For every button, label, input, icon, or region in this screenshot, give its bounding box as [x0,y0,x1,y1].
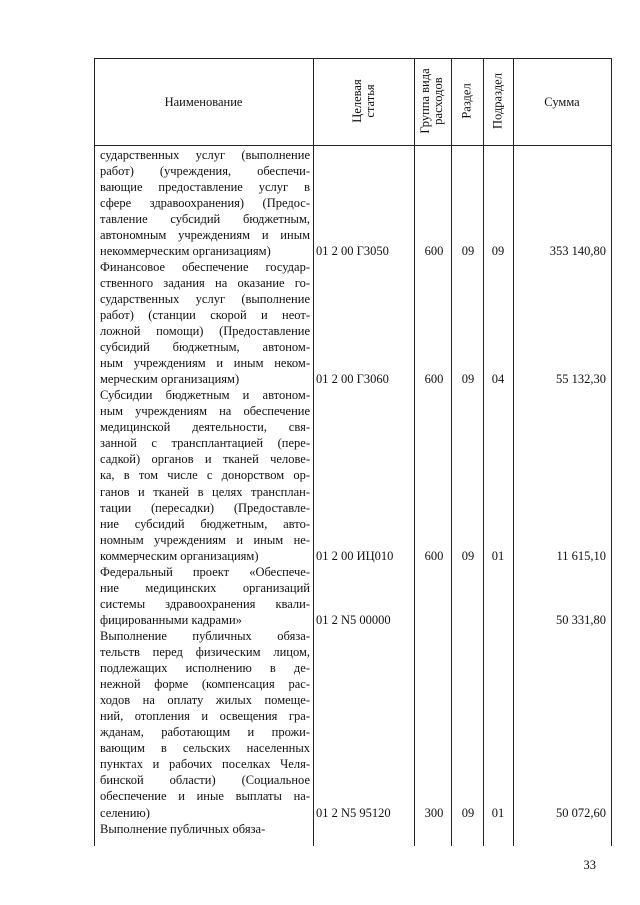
col-rule-target [414,58,415,846]
row-name-line: Федеральный проект «Обеспече- [100,564,310,579]
row-name-line: работ) (станции скорой и неот- [100,307,310,322]
row-name [100,147,310,259]
row-name-line: тации (пересадки) (Предоставле- [100,500,310,515]
row-name-line: сфере здравоохранения) (Предос- [100,195,310,210]
row-sum: 50 331,80 [556,612,606,627]
row-section: 09 [461,243,475,258]
row-group: 600 [424,548,444,563]
row-target-code: 01 2 N5 00000 [316,612,391,627]
row-name-line: жданам, работающим и прожи- [100,725,310,740]
row-name-line: садкой) органов и тканей челове- [100,452,310,467]
row-name-line: селению) [100,805,150,820]
row-name-line: сударственных услуг (выполнение [100,291,310,306]
row-name-line: ложной помощи) (Предоставление [100,324,310,339]
header-name: Наименование [164,95,243,109]
row-name-line: ние субсидий бюджетным, авто- [100,516,310,531]
row-name-line: ственного задания на оказание го- [100,275,310,290]
row-name [100,821,310,837]
col-rule-subsection [513,58,514,846]
row-name-line: Субсидии бюджетным и автоном- [100,388,310,403]
row-target-code: 01 2 00 ИЦ010 [316,548,394,563]
row-name-line: Выполнение публичных обяза- [100,629,310,643]
row-name-line: медицинской деятельности, свя- [100,420,310,435]
row-name [100,387,310,564]
row-name-line: Выполнение публичных обяза- [100,821,266,836]
row-subsection: 01 [491,548,505,563]
row-name [100,564,310,628]
row-name-line: вающие предоставление услуг в [100,179,310,194]
row-sum: 55 132,30 [556,372,606,387]
col-rule-group [451,58,452,846]
row-name-line: мерческим организациям) [100,372,240,387]
row-sum: 50 072,60 [556,805,606,820]
row-name-line: нежной форме (компенсация рас- [100,677,310,692]
row-sum: 11 615,10 [556,548,606,563]
table-top-rule [94,58,612,59]
col-rule-section [483,58,484,846]
row-target-code: 01 2 N5 95120 [316,805,391,820]
row-name-line: автономным учреждениям и иным [100,227,310,242]
header-sum: Сумма [544,95,580,109]
row-name-line: тельств перед физическим лицом, [100,645,310,660]
row-subsection: 09 [491,243,505,258]
row-name-line: подлежащих исполнению в де- [100,661,310,676]
row-name-line: занной с трансплантацией (пере- [100,436,310,451]
header-target: Целевая статья [350,79,377,123]
col-rule-name [313,58,314,846]
row-name-line: Финансовое обеспечение государ- [100,259,310,274]
row-name-line: ний, отопления и освещения гра- [100,709,310,724]
row-name-line: тавление субсидий бюджетным, [100,211,310,226]
row-section: 09 [461,805,475,820]
row-name-line: ходов на оплату жилых помеще- [100,693,310,708]
row-section: 09 [461,548,475,563]
row-name-line: ным учреждениям и иным неком- [100,356,310,371]
row-subsection: 01 [491,805,505,820]
row-name-line: коммерческим организациям) [100,548,259,563]
row-sum: 353 140,80 [549,243,606,258]
row-group: 600 [424,372,444,387]
row-name-line: системы здравоохранения квали- [100,596,310,611]
row-name-line: сударственных услуг (выполнение [100,147,310,162]
col-rule-right [611,58,612,846]
row-name-line: номным учреждениям и иным не- [100,532,310,547]
row-name-line: субсидий бюджетным, автоном- [100,340,310,355]
row-group: 300 [424,805,444,820]
row-name [100,628,310,821]
row-name-line: ганов и тканей в целях трансплан- [100,484,310,499]
row-name [100,259,310,387]
header-subsection: Подраздел [490,73,505,129]
row-section: 09 [461,372,475,387]
row-name-line: ка, в том числе с донорством ор- [100,468,310,483]
header-section: Раздел [459,83,474,119]
row-group: 600 [424,243,444,258]
row-name-line: ние медицинских организаций [100,580,310,595]
row-target-code: 01 2 00 Г3060 [316,372,389,387]
row-name-line: работ) (учреждения, обеспечи- [100,163,310,178]
col-rule-left [94,58,95,846]
row-name-line: вающим в сельских населенных [100,741,310,756]
row-name-line: фицированными кадрами» [100,612,242,627]
row-name-line: пунктах и рабочих поселках Челя- [100,757,310,772]
row-name-line: некоммерческим организациям) [100,243,271,258]
row-target-code: 01 2 00 Г3050 [316,243,389,258]
row-name-line: ным учреждениям на обеспечение [100,404,310,419]
page-number: 33 [583,858,596,872]
row-name-line: бинской области) (Социальное [100,773,310,788]
header-group: Группа вида расходов [418,68,445,134]
row-subsection: 04 [491,372,505,387]
row-name-line: обеспечение и иные выплаты на- [100,789,310,804]
